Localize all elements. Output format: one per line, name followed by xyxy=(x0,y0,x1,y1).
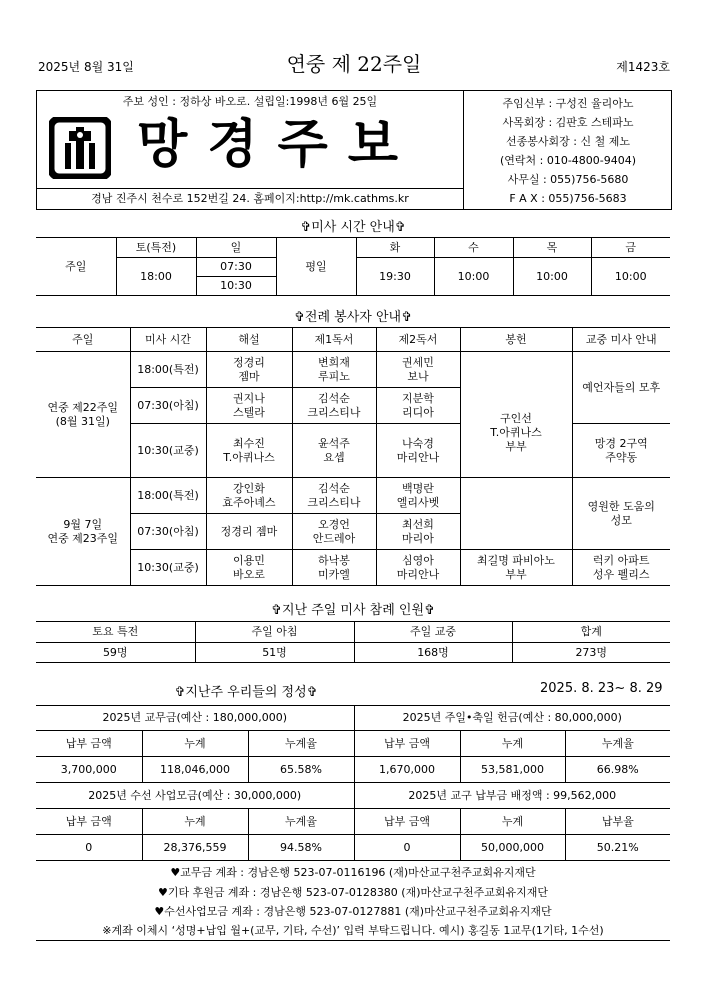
offering: 최길명 파비아노 부부 xyxy=(460,550,572,586)
commentator: 정경리 젬마 xyxy=(206,514,292,550)
week-label: 연중 제22주일 (8월 31일) xyxy=(36,352,130,478)
issue-number: 제1423호 xyxy=(616,60,670,74)
second-reader: 심영아 마리안나 xyxy=(376,550,460,586)
finance-value: 50.21% xyxy=(565,835,670,861)
block-title: 2025년 교구 납부금 배정액 : 99,562,000 xyxy=(354,783,670,809)
finance-value: 0 xyxy=(354,835,460,861)
finance-table xyxy=(36,705,670,861)
col-header: 누계 xyxy=(142,809,248,835)
transfer-note: ※계좌 이체시 ‘성명+납입 월+(교무, 기타, 수선)’ 입력 부탁드립니다. 예시) 홍길동 1교무(1기타, 1수선) xyxy=(102,924,604,937)
finance-value: 65.58% xyxy=(248,757,354,783)
finance-value: 0 xyxy=(36,835,142,861)
finance-value: 53,581,000 xyxy=(460,757,565,783)
address-line: 경남 진주시 천수로 152번길 24. 홈페이지:http://mk.cathms.kr xyxy=(37,188,463,209)
masthead xyxy=(36,48,672,78)
col-header: 교중 미사 안내 xyxy=(572,328,670,352)
second-reader: 지분학 리디아 xyxy=(376,388,460,424)
col-header: 누계율 xyxy=(248,809,354,835)
attendance-value: 168명 xyxy=(354,643,512,663)
col-header: 토요 특전 xyxy=(36,622,195,643)
mass-time: 18:00(특전) xyxy=(130,478,206,514)
sunday-time: 10:30 xyxy=(196,277,276,296)
account-line: ♥교무금 계좌 : 경남은행 523-07-0116196 (재)마산교구천주교회유지재단 xyxy=(170,866,536,879)
parish-logo-icon xyxy=(49,117,111,179)
col-header: 누계율 xyxy=(248,731,354,757)
col-header: 납부 금액 xyxy=(36,809,142,835)
weekday-header: 화 xyxy=(356,238,434,258)
account-line: ♥기타 후원금 계좌 : 경남은행 523-07-0128380 (재)마산교구천주교회유지재단 xyxy=(157,886,549,899)
col-header: 미사 시간 xyxy=(130,328,206,352)
attendance-value: 51명 xyxy=(195,643,354,663)
col-header: 납부 금액 xyxy=(36,731,142,757)
mass-time: 07:30(아침) xyxy=(130,514,206,550)
contact-line: 선종봉사회장 : 신 철 제노 xyxy=(506,135,630,148)
col-header: 누계율 xyxy=(565,731,670,757)
main-mass-guide: 예언자들의 모후 xyxy=(572,352,670,424)
main-mass-guide: 망경 2구역 주약동 xyxy=(572,424,670,478)
block-title: 2025년 수선 사업모금(예산 : 30,000,000) xyxy=(36,783,354,809)
col-header: 주일 xyxy=(36,328,130,352)
col-header: 누계 xyxy=(460,731,565,757)
commentator: 이용민 바오로 xyxy=(206,550,292,586)
contact-line: (연락처 : 010-4800-9404) xyxy=(499,154,637,167)
sunday-time: 07:30 xyxy=(196,258,276,277)
col-header: 납부 금액 xyxy=(354,731,460,757)
col-header: 누계 xyxy=(460,809,565,835)
page-title: 연중 제 22주일 xyxy=(286,52,422,76)
first-reader: 김석순 크리스티나 xyxy=(292,478,376,514)
finance-value: 1,670,000 xyxy=(354,757,460,783)
mass-time: 10:30(교중) xyxy=(130,424,206,478)
weekday-header: 목 xyxy=(513,238,591,258)
attendance-title: ✞지난 주일 미사 참례 인원✞ xyxy=(271,603,435,618)
liturgy-title: ✞전례 봉사자 안내✞ xyxy=(294,310,412,325)
col-header: 해설 xyxy=(206,328,292,352)
col-header: 봉헌 xyxy=(460,328,572,352)
second-reader: 나숙경 마리안나 xyxy=(376,424,460,478)
main-mass-guide: 럭키 아파트 성우 펠리스 xyxy=(572,550,670,586)
finance-period: 2025. 8. 23~ 8. 29 xyxy=(540,681,663,696)
offering xyxy=(460,478,572,550)
week-label: 9월 7일 연중 제23주일 xyxy=(36,478,130,586)
commentator: 권지나 스텔라 xyxy=(206,388,292,424)
mass-time: 07:30(아침) xyxy=(130,388,206,424)
col-header: 주일 아침 xyxy=(195,622,354,643)
col-header: 제2독서 xyxy=(376,328,460,352)
contact-line: F A X : 055)756-5683 xyxy=(509,192,627,205)
finance-value: 50,000,000 xyxy=(460,835,565,861)
block-title: 2025년 주일•축일 헌금(예산 : 80,000,000) xyxy=(354,706,670,731)
attendance-value: 273명 xyxy=(512,643,670,663)
commentator: 최수진 T.아퀴나스 xyxy=(206,424,292,478)
liturgy-table xyxy=(36,327,670,586)
first-reader: 오경언 안드레아 xyxy=(292,514,376,550)
weekday-time: 19:30 xyxy=(356,258,434,296)
mass-times-title: ✞미사 시간 안내✞ xyxy=(300,220,406,235)
col-header: 누계 xyxy=(142,731,248,757)
second-reader: 권세민 보나 xyxy=(376,352,460,388)
attendance-value: 59명 xyxy=(36,643,195,663)
founding-info: 주보 성인 : 정하상 바오로. 설립일:1998년 6월 25일 xyxy=(122,95,378,108)
weekday-time: 10:00 xyxy=(434,258,513,296)
second-reader: 백명란 엘리사벳 xyxy=(376,478,460,514)
commentator: 강인화 효주아녜스 xyxy=(206,478,292,514)
weekday-header: 금 xyxy=(591,238,670,258)
sunday-header: 일 xyxy=(196,238,276,258)
col-header: 제1독서 xyxy=(292,328,376,352)
weekday-time: 10:00 xyxy=(591,258,670,296)
bulletin-brand: 망경주보 xyxy=(137,114,418,175)
weekday-time: 10:00 xyxy=(513,258,591,296)
first-reader: 김석순 크리스티나 xyxy=(292,388,376,424)
finance-title: ✞지난주 우리들의 정성✞ xyxy=(174,685,318,700)
finance-value: 66.98% xyxy=(565,757,670,783)
weekday-label: 평일 xyxy=(276,238,356,296)
first-reader: 윤석주 요셉 xyxy=(292,424,376,478)
main-mass-guide: 영원한 도움의 성모 xyxy=(572,478,670,550)
finance-value: 118,046,000 xyxy=(142,757,248,783)
col-header: 합계 xyxy=(512,622,670,643)
mass-times-table xyxy=(36,237,670,296)
contacts-list xyxy=(465,94,671,208)
mass-time: 10:30(교중) xyxy=(130,550,206,586)
contact-line: 사무실 : 055)756-5680 xyxy=(507,173,629,186)
saturday-time: 18:00 xyxy=(116,258,196,296)
col-header: 주일 교중 xyxy=(354,622,512,643)
weekday-header: 수 xyxy=(434,238,513,258)
header-left xyxy=(37,91,464,209)
block-title: 2025년 교무금(예산 : 180,000,000) xyxy=(36,706,354,731)
first-reader: 하낙봉 미카엘 xyxy=(292,550,376,586)
account-line: ♥수선사업모금 계좌 : 경남은행 523-07-0127881 (재)마산교구천주교회유지재단 xyxy=(154,905,552,918)
contact-line: 주임신부 : 구성진 율리아노 xyxy=(502,97,634,110)
issue-date: 2025년 8월 31일 xyxy=(38,60,134,74)
col-header: 납부율 xyxy=(565,809,670,835)
contact-line: 사목회장 : 김판호 스테파노 xyxy=(502,116,634,129)
finance-value: 94.58% xyxy=(248,835,354,861)
attendance-table xyxy=(36,621,670,663)
header-box xyxy=(36,90,672,210)
first-reader: 변희재 루피노 xyxy=(292,352,376,388)
bottom-rule xyxy=(36,940,670,941)
sunday-label: 주일 xyxy=(36,238,116,296)
finance-value: 3,700,000 xyxy=(36,757,142,783)
saturday-header: 토(특전) xyxy=(116,238,196,258)
finance-value: 28,376,559 xyxy=(142,835,248,861)
offering: 구인선 T.아퀴나스 부부 xyxy=(460,352,572,478)
col-header: 납부 금액 xyxy=(354,809,460,835)
second-reader: 최선희 마리아 xyxy=(376,514,460,550)
mass-time: 18:00(특전) xyxy=(130,352,206,388)
commentator: 정경리 젬마 xyxy=(206,352,292,388)
